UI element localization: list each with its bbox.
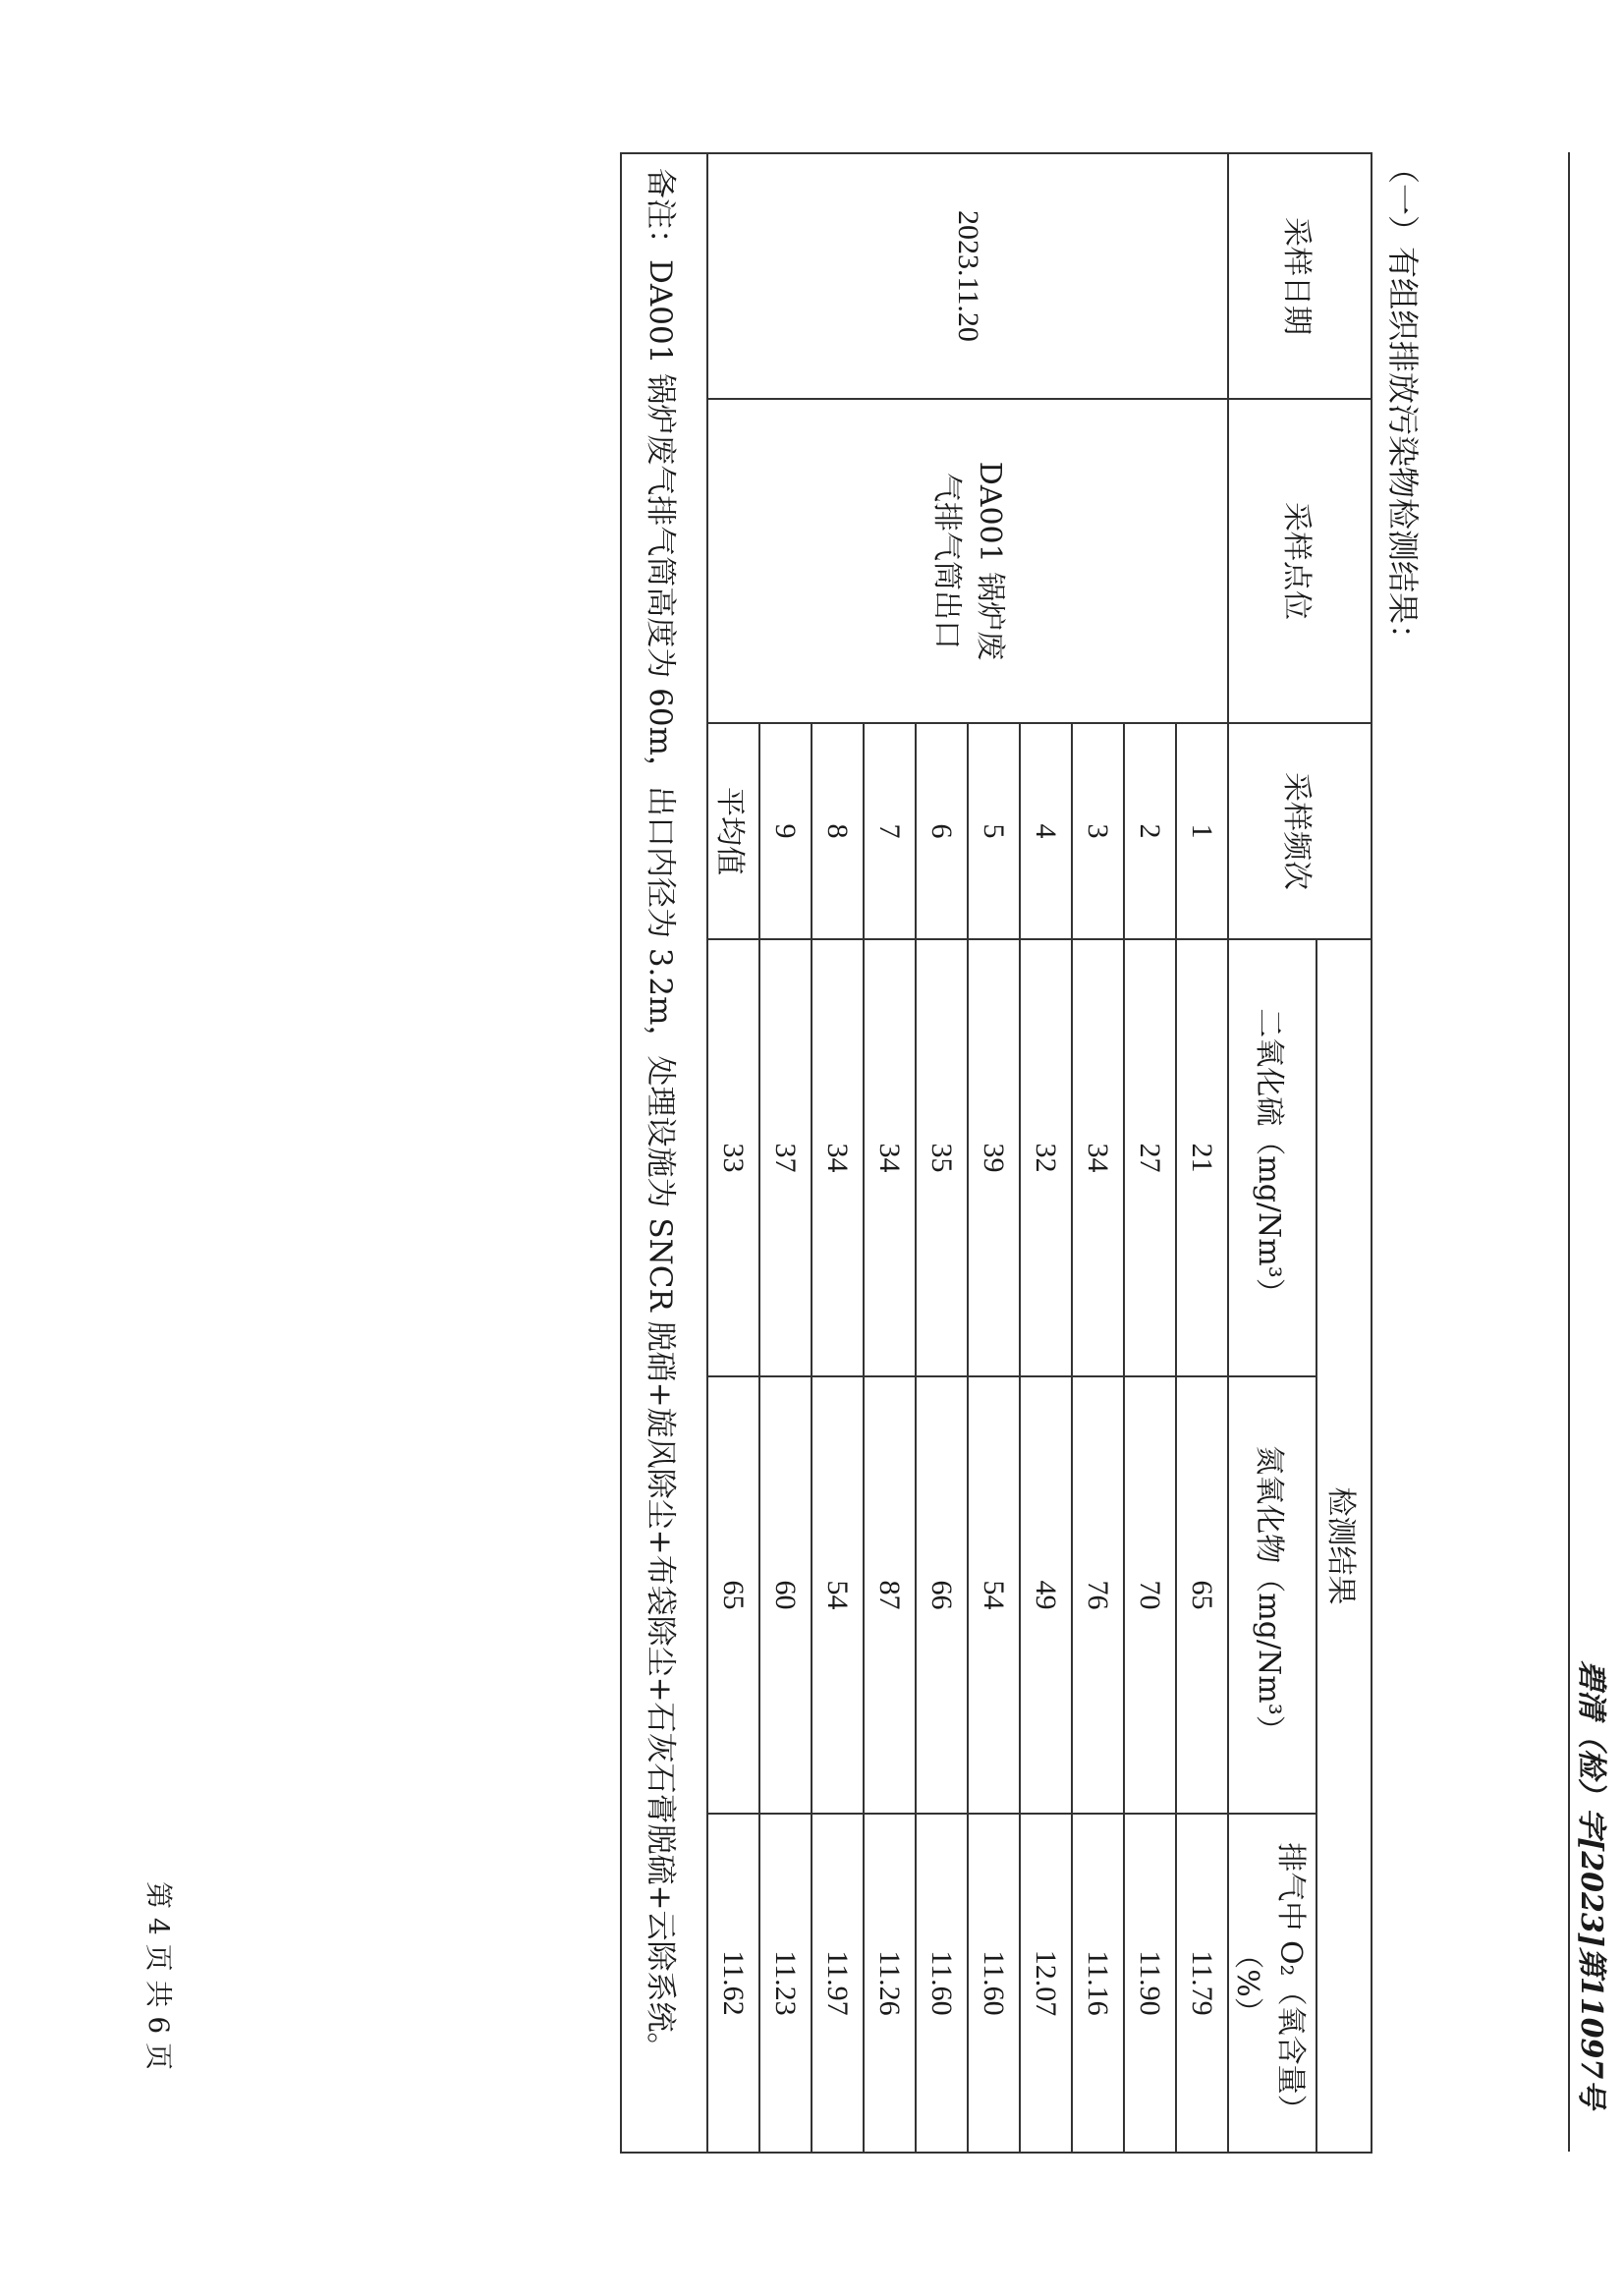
header-location: 采样点位 xyxy=(1228,399,1372,723)
so2-cell: 34 xyxy=(1072,939,1124,1376)
nox-cell: 65 xyxy=(707,1376,759,1814)
o2-cell: 11.79 xyxy=(1176,1814,1228,2153)
freq-cell: 9 xyxy=(759,723,812,939)
section-title: （一）有组织排放污染物检测结果： xyxy=(1384,152,1422,656)
freq-cell: 1 xyxy=(1176,723,1228,939)
table-row xyxy=(1176,153,1228,2153)
so2-cell: 27 xyxy=(1124,939,1176,1376)
page-footer: 第 4 页 共 6 页 xyxy=(142,1881,175,2071)
nox-cell: 70 xyxy=(1124,1376,1176,1814)
o2-cell: 11.16 xyxy=(1072,1814,1124,2153)
nox-cell: 54 xyxy=(968,1376,1020,1814)
nox-cell: 65 xyxy=(1176,1376,1228,1814)
nox-cell: 76 xyxy=(1072,1376,1124,1814)
freq-cell: 7 xyxy=(864,723,916,939)
freq-cell: 8 xyxy=(812,723,864,939)
o2-cell: 11.60 xyxy=(916,1814,968,2153)
so2-cell: 34 xyxy=(812,939,864,1376)
o2-cell: 11.60 xyxy=(968,1814,1020,2153)
header-so2: 二氧化硫（mg/Nm³） xyxy=(1228,939,1316,1376)
o2-cell: 11.23 xyxy=(759,1814,812,2153)
document-number: 碧清（检）字[2023]第11097号 xyxy=(1574,1660,1608,2109)
header-rule xyxy=(1568,152,1570,2152)
nox-cell: 60 xyxy=(759,1376,812,1814)
so2-cell: 21 xyxy=(1176,939,1228,1376)
sampling-date-cell: 2023.11.20 xyxy=(707,153,1228,399)
remark-text: 备注：DA001 锅炉废气排气筒高度为 60m，出口内径为 3.2m，处理设施为 SNCR 脱硝+旋风除尘+布袋除尘+石灰石膏脱硫+云除系统。 xyxy=(621,153,707,2153)
header-nox: 氮氧化物（mg/Nm³） xyxy=(1228,1376,1316,1814)
o2-cell: 11.90 xyxy=(1124,1814,1176,2153)
so2-cell: 37 xyxy=(759,939,812,1376)
o2-cell: 11.62 xyxy=(707,1814,759,2153)
nox-cell: 66 xyxy=(916,1376,968,1814)
o2-cell: 12.07 xyxy=(1020,1814,1072,2153)
freq-cell: 3 xyxy=(1072,723,1124,939)
o2-cell: 11.26 xyxy=(864,1814,916,2153)
nox-cell: 87 xyxy=(864,1376,916,1814)
sampling-location-text: DA001 锅炉废气排气筒出口 xyxy=(929,461,1007,661)
so2-cell: 35 xyxy=(916,939,968,1376)
results-table xyxy=(620,152,1372,2154)
header-o2: 排气中 O₂（氧含量）（%） xyxy=(1228,1814,1316,2153)
freq-cell: 2 xyxy=(1124,723,1176,939)
freq-cell: 6 xyxy=(916,723,968,939)
so2-cell: 39 xyxy=(968,939,1020,1376)
freq-cell: 5 xyxy=(968,723,1020,939)
header-results-group: 检测结果 xyxy=(1316,939,1372,2153)
freq-cell-average: 平均值 xyxy=(707,723,759,939)
header-frequency: 采样频次 xyxy=(1228,723,1372,939)
so2-cell: 34 xyxy=(864,939,916,1376)
remark-row xyxy=(621,153,707,2153)
nox-cell: 54 xyxy=(812,1376,864,1814)
freq-cell: 4 xyxy=(1020,723,1072,939)
o2-cell: 11.97 xyxy=(812,1814,864,2153)
so2-cell: 33 xyxy=(707,939,759,1376)
header-date: 采样日期 xyxy=(1228,153,1372,399)
nox-cell: 49 xyxy=(1020,1376,1072,1814)
sampling-location-cell xyxy=(707,399,1228,723)
so2-cell: 32 xyxy=(1020,939,1072,1376)
